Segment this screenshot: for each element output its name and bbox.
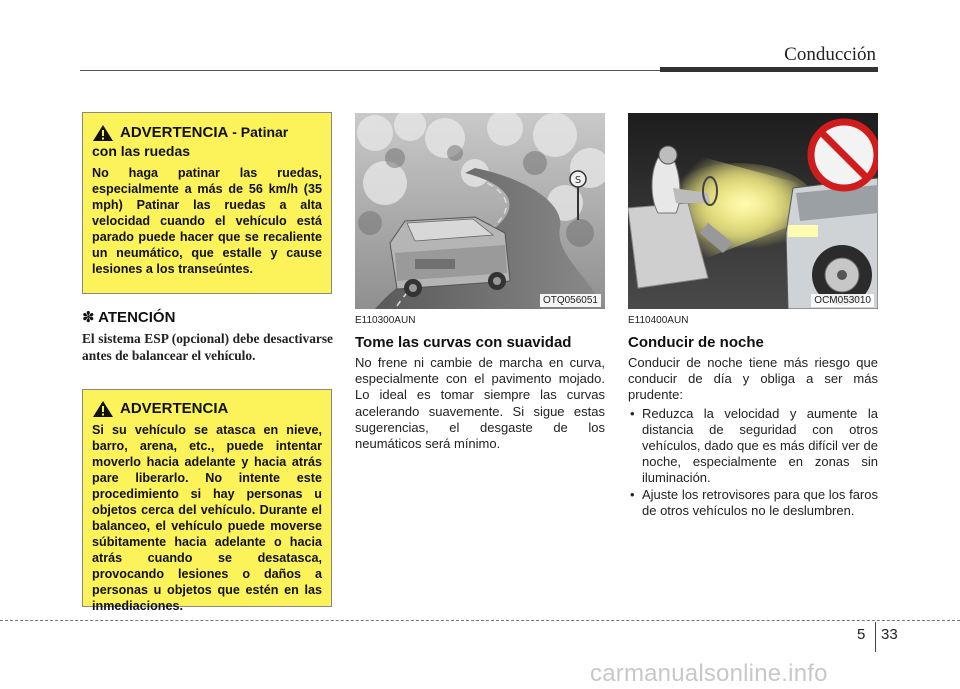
chapter-number: 5 <box>857 626 866 643</box>
image-code: OCM053010 <box>811 294 874 307</box>
section-body: Conducir de noche tiene más riesgo que conducir de día y obliga a ser más prudente: <box>628 355 878 403</box>
attention-title: ✽ ATENCIÓN <box>82 309 176 326</box>
page-number: 33 <box>881 626 898 643</box>
bullet-list <box>628 406 878 519</box>
list-item: • Ajuste los retrovisores para que los faros de otros vehículos no le deslumbren. <box>628 487 878 519</box>
section-title: Conducir de noche <box>628 334 764 351</box>
van-on-curve-illustration <box>355 113 605 309</box>
page-number-separator <box>875 622 876 652</box>
warning-heading <box>92 400 322 418</box>
warning-title-suffix: - Patinar <box>228 124 289 140</box>
section-curves <box>355 315 605 452</box>
section-code: E110300AUN <box>355 315 416 326</box>
image-code: OTQ056051 <box>540 294 601 307</box>
attention-body: El sistema ESP (opcional) debe desactivarse antes de balancear el vehículo. <box>82 331 333 363</box>
warning-box-wheel-spin <box>82 112 332 294</box>
section-body: No frene ni cambie de marcha en curva, especialmente con el pavimento mojado. Lo ideal es tomar siempre las curvas acelerando suavemente. Si sigue estas sugerencias, el desgaste de los neumáticos será mínimo. <box>355 355 605 452</box>
list-item: • Reduzca la velocidad y aumente la distancia de seguridad con otros vehículos, dado que es más difícil ver de noche, especialmente en zonas sin iluminación. <box>628 406 878 487</box>
warning-box-stuck-vehicle <box>82 389 332 613</box>
page-header-title: Conducción <box>784 44 876 65</box>
warning-body: Si su vehículo se atasca en nieve, barro, arena, etc., puede intentar moverlo hacia adelante y hacia atrás pare liberarlo. No intente este procedimiento si hay personas u objetos cerca del vehículo. Durante el balanceo, el vehículo puede moverse súbitamente hacia adelante o hacia atrás cuando se desatasca, provocando lesiones o daños a personas u objetos que estén en las inmediaciones. <box>92 423 322 613</box>
warning-triangle-icon <box>92 124 114 142</box>
section-code: E110400AUN <box>628 315 689 326</box>
section-title: Tome las curvas con suavidad <box>355 334 572 351</box>
svg-text:S: S <box>574 175 582 186</box>
header-rule-accent <box>660 67 878 72</box>
warning-body: No haga patinar las ruedas, especialmente a más de 56 km/h (35 mph) Patinar las ruedas a alta velocidad cuando el vehículo está parado puede hacer que se recaliente un neumático, que estalle y cause lesiones a los transeúntes. <box>92 166 322 276</box>
night-driving-illustration <box>628 113 878 309</box>
warning-title: ADVERTENCIA <box>120 400 229 417</box>
warning-title: ADVERTENCIA <box>120 124 229 141</box>
watermark: carmanualsonline.info <box>590 660 828 687</box>
warning-triangle-icon <box>92 400 114 418</box>
warning-heading <box>92 123 322 142</box>
section-night-driving <box>628 315 878 519</box>
warning-title-line2: con las ruedas <box>92 143 191 159</box>
footer-rule <box>0 620 960 621</box>
header-rule <box>80 70 660 71</box>
